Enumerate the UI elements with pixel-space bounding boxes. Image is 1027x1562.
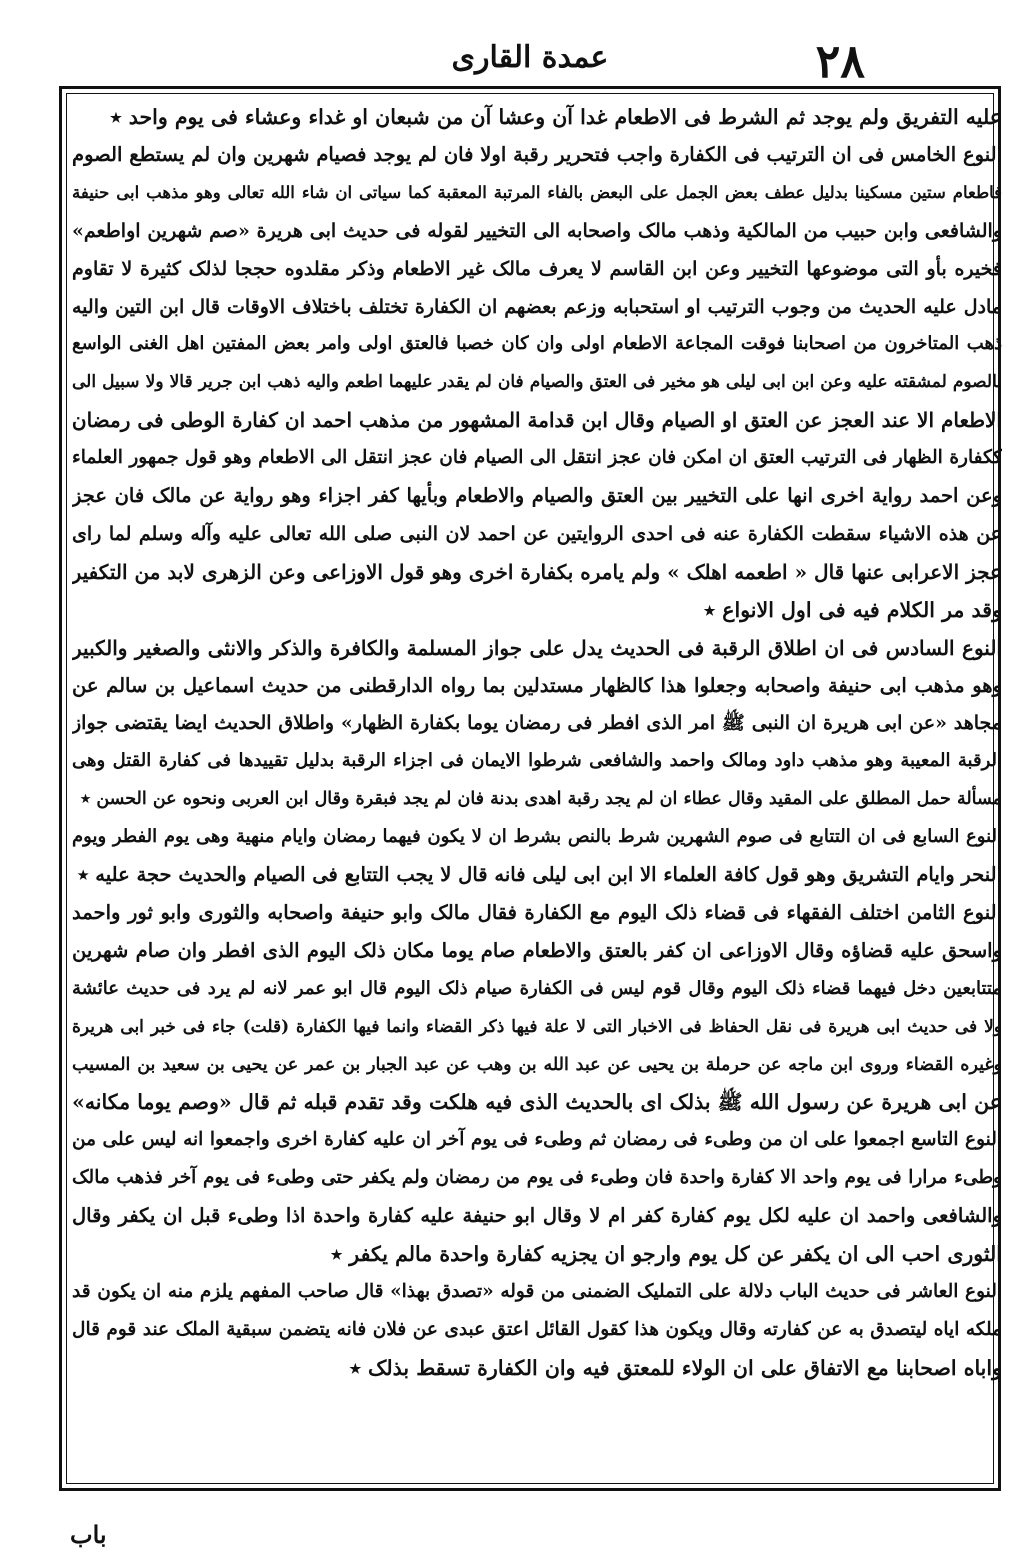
text-line: النوع الثامن اختلف الفقهاء فی قضاء ذلک الیوم مع الکفارة فقال مالک وابو حنیفة واصحابه والثوری وابو ثور واحمد (72, 900, 1002, 924)
text-line: ذهب المتاخرون من اصحابنا فوقت المجاعة الاطعام اولی وان کان خصبا فالعتق اولی وامر بعض المفتین اهل الغنی الواسع (72, 333, 1002, 355)
text-line: وهو مذهب ابی حنیفة واصحابه وجعلوا هذا کالظهار مستدلین بما رواه الدارقطنی من حدیث اسماعیل بن سالم عن (72, 673, 1002, 697)
text-line: وغیره القضاء وروی ابن ماجه عن حرملة بن یحیی عن عبد الله بن وهب عن عبد الجبار بن عمر عن یحیی بن سعید بن المسیب (72, 1054, 1002, 1075)
text-line: مجاهد «عن ابی هریرة ان النبی ﷺ امر الذی افطر فی رمضان یوما بکفارة الظهار» واطلاق الحدیث ایضا یقتضی جواز (72, 712, 1002, 735)
running-title: عمدة القاری (451, 40, 609, 75)
text-line: النوع التاسع اجمعوا علی ان من وطیء فی رمضان ثم وطیء فی یوم آخر ان علیه کفارة اخری واجمعوا انه لیس علی من (72, 1129, 1002, 1151)
text-line: مسألة حمل المطلق علی المقید وقال عطاء ان لم یجد رقبة اهدی بدنة فان لم یجد فبقرة وقال ابن العربی ونحوه عن الحسن ٭ (80, 789, 1002, 810)
page-number: ۲۸ (815, 34, 865, 88)
text-line: النحر وایام التشریق وهو قول کافة العلماء الا ابن ابی لیلی فانه قال لا یجب التتابع فی الصیام والحدیث حجة علیه ٭ (77, 863, 1002, 886)
text-line: فاطعام ستین مسکینا بدلیل عطف بعض الجمل علی البعض بالفاء المرتبة المعقبة کما سیاتی ان شاء الله تعالی وهو مذهب ابی حنیفة (72, 182, 1002, 202)
text-line: ککفارة الظهار فی الترتیب العتق ان امکن فان عجز انتقل الی الصیام فان عجز انتقل الی الاطعام وهو قول جمهور العلماء (72, 447, 1002, 469)
text-line: عن ابی هریرة عن رسول الله ﷺ بذلک ای بالحدیث الذی فیه هلکت وقد تقدم قبله ثم قال «وصم یوما مکانه» (72, 1090, 1002, 1115)
page-header (60, 32, 1000, 86)
text-line: عن هذه الاشیاء سقطت الکفارة عنه فی احدی الروایتین عن احمد لان النبی صلی الله تعالی علیه وآله وسلم لما رای (72, 522, 1002, 545)
text-line: مادل علیه الحدیث من وجوب الترتیب او استحبابه وزعم بعضهم ان الکفارة تختلف باختلاف الاوقات قال ابن التین والیه (72, 295, 1002, 318)
text-line: متتابعین دخل فیهما قضاء ذلک الیوم وقال قوم لیس فی الکفارة صیام ذلک الیوم قال ابو عمر لانه لم یرد فی حدیث عائشة (72, 977, 1002, 999)
text-line: ولا فی حدیث ابی هریرة فی نقل الحفاظ فی الاخبار التی لا علة فیها ذکر القضاء وانما فیها الکفارة (قلت) جاء فی خبر ابی هریرة (72, 1016, 1002, 1037)
main-text-block (72, 96, 1002, 1481)
text-line: وطیء مرارا فی یوم واحد الا کفارة واحدة فان وطیء فی یوم من رمضان ولم یکفر حتی وطیء فی یوم آخر فذهب مالک (72, 1167, 1002, 1189)
text-line: واسحق علیه قضاؤه وقال الاوزاعی ان کفر بالعتق والاطعام صام یوما مکان ذلک الیوم الذی افطر وان صام شهرین (72, 938, 1002, 962)
text-line: الاطعام الا عند العجز عن العتق او الصیام وقال ابن قدامة المشهور من مذهب احمد ان کفارة الوطی فی رمضان (72, 408, 1002, 433)
text-line: وقد مر الکلام فیه فی اول الانواع ٭ (703, 597, 1002, 622)
text-line: والشافعی وابن حبیب من المالکیة وذهب مالک واصحابه الی التخییر لقوله فی حدیث ابی هریرة «صم شهرین اواطعم» (72, 219, 1002, 242)
text-line: النوع السادس فی ان اطلاق الرقبة فی الحدیث یدل علی جواز المسلمة والکافرة والذکر والانثی والصغیر والکبیر (72, 635, 1002, 660)
text-line: بالصوم لمشقته علیه وعن ابن ابی لیلی هو مخیر فی العتق والصیام فان لم یقدر علیهما اطعم والیه ذهب ابن جریر قالا ولا سبیل الی (72, 372, 1002, 393)
text-line: والشافعی واحمد ان علیه لکل یوم کفارة کفر ام لا وقال ابو حنیفة علیه کفارة واحدة اذا وطیء قبل ان یکفر وقال (72, 1204, 1002, 1228)
text-line: ملکه ایاه لیتصدق به عن کفارته وقال ویکون هذا کقول القائل اعتق عبدی عن فلان فانه یتضمن سبقیة الملک عند قوم قال (72, 1318, 1002, 1340)
text-line: عجز الاعرابی عنها قال « اطعمه اهلک » ولم یامره بکفارة اخری وهو قول الاوزاعی وعن الزهری لابد من التکفیر (72, 559, 1002, 584)
text-line: علیه التفریق ولم یوجد ثم الشرط فی الاطعام غدا آن وعشا آن من شبعان او غداء وعشاء فی یوم واحد ٭ (110, 105, 1002, 129)
text-line: واباه اصحابنا مع الاتفاق علی ان الولاء للمعتق فیه وان الکفارة تسقط بذلک ٭ (349, 1355, 1002, 1380)
text-line: النوع العاشر فی حدیث الباب دلالة علی التملیک الضمنی من قوله «تصدق بهذا» قال صاحب المفهم یلزم منه ان یکون قد (72, 1280, 1002, 1302)
text-line: الرقبة المعیبة وهو مذهب داود ومالک واحمد والشافعی شرطوا الایمان فی اجزاء الرقبة بدلیل تقییدها فی کفارة القتل وهی (72, 750, 1002, 772)
text-line: النوع الخامس فی ان الترتیب فی الکفارة واجب فتحریر رقبة اولا فان لم یوجد فصیام شهرین وان لم یستطع الصوم (72, 142, 1002, 166)
text-line: وعن احمد روایة اخری انها علی التخییر بین العتق والصیام والاطعام وبأیها کفر اجزاء وهو روایة عن مالک فان عجز (72, 484, 1002, 507)
text-line: الثوری احب الی ان یکفر عن کل یوم وارجو ان یجزیه کفارة واحدة مالم یکفر ٭ (330, 1242, 1002, 1266)
catchword: باب (70, 1520, 107, 1549)
text-line: النوع السابع فی ان التتابع فی صوم الشهرین شرط بالنص بشرط ان لا یکون فیهما رمضان وایام منهیة وهی یوم الفطر ویوم (72, 826, 1002, 848)
text-line: فخیره بأو التی موضوعها التخییر وعن ابن القاسم لا یعرف مالک غیر الاطعام وذکر مقلدوه حججا لذلک کثیرة لا تقاوم (72, 257, 1002, 280)
